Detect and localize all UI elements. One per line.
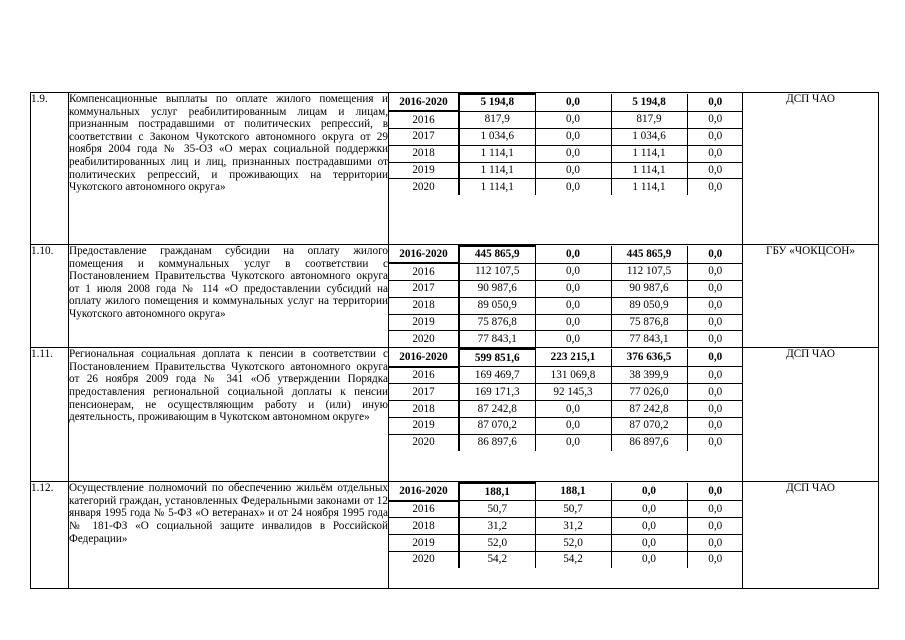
funding-federal-amount: 0,0 — [535, 417, 611, 434]
table-row — [31, 348, 879, 482]
funding-regional-amount: 112 107,5 — [611, 263, 687, 280]
funding-year-row — [389, 401, 743, 418]
funding-total-amount: 169 171,3 — [459, 384, 535, 401]
funding-regional-amount: 86 897,6 — [611, 434, 687, 450]
funding-total-row — [389, 94, 743, 111]
funding-total-amount: 87 242,8 — [459, 401, 535, 418]
funding-year: 2016 — [389, 367, 459, 384]
funding-breakdown-cell — [389, 482, 743, 589]
funding-total-amount: 52,0 — [459, 535, 535, 552]
funding-year-row — [389, 281, 743, 298]
funding-regional-amount: 89 050,9 — [611, 297, 687, 314]
funding-other-amount: 0,0 — [687, 297, 743, 314]
funding-year: 2017 — [389, 281, 459, 298]
funding-federal-amount: 131 069,8 — [535, 367, 611, 384]
funding-year: 2019 — [389, 162, 459, 179]
funding-breakdown-cell — [389, 93, 743, 245]
funding-total-amount: 89 050,9 — [459, 297, 535, 314]
budget-table — [30, 92, 879, 589]
funding-federal-amount: 50,7 — [535, 501, 611, 518]
funding-breakdown — [389, 348, 743, 450]
table-row — [31, 245, 879, 348]
funding-regional-amount: 1 114,1 — [611, 179, 687, 195]
funding-total-amount: 445 865,9 — [459, 246, 535, 263]
funding-federal-amount: 31,2 — [535, 518, 611, 535]
funding-total-amount: 90 987,6 — [459, 281, 535, 298]
funding-year: 2017 — [389, 384, 459, 401]
funding-year-row — [389, 297, 743, 314]
funding-total-amount: 599 851,6 — [459, 349, 535, 366]
funding-regional-amount: 0,0 — [611, 551, 687, 567]
funding-other-amount: 0,0 — [687, 179, 743, 195]
funding-total-amount: 817,9 — [459, 111, 535, 128]
funding-federal-amount: 0,0 — [535, 401, 611, 418]
item-description-cell — [69, 348, 389, 482]
item-description-cell — [69, 482, 389, 589]
funding-total-amount: 1 034,6 — [459, 129, 535, 146]
funding-federal-amount: 0,0 — [535, 331, 611, 347]
funding-year-row — [389, 145, 743, 162]
funding-year: 2017 — [389, 129, 459, 146]
funding-other-amount: 0,0 — [687, 483, 743, 500]
funding-year-row — [389, 179, 743, 195]
funding-federal-amount: 0,0 — [535, 246, 611, 263]
funding-total-amount: 112 107,5 — [459, 263, 535, 280]
funding-total-amount: 1 114,1 — [459, 179, 535, 195]
funding-year-row — [389, 501, 743, 518]
funding-total-row — [389, 246, 743, 263]
funding-year-row — [389, 384, 743, 401]
funding-total-amount: 87 070,2 — [459, 417, 535, 434]
funding-year: 2016-2020 — [389, 349, 459, 366]
funding-federal-amount: 54,2 — [535, 551, 611, 567]
funding-other-amount: 0,0 — [687, 518, 743, 535]
funding-other-amount: 0,0 — [687, 145, 743, 162]
funding-total-amount: 86 897,6 — [459, 434, 535, 450]
funding-year: 2016-2020 — [389, 483, 459, 500]
funding-year: 2019 — [389, 417, 459, 434]
funding-federal-amount: 0,0 — [535, 162, 611, 179]
funding-year-row — [389, 518, 743, 535]
funding-other-amount: 0,0 — [687, 314, 743, 331]
funding-regional-amount: 0,0 — [611, 501, 687, 518]
funding-federal-amount: 0,0 — [535, 434, 611, 450]
funding-total-amount: 75 876,8 — [459, 314, 535, 331]
funding-other-amount: 0,0 — [687, 263, 743, 280]
funding-other-amount: 0,0 — [687, 331, 743, 347]
funding-regional-amount: 1 114,1 — [611, 145, 687, 162]
funding-federal-amount: 0,0 — [535, 281, 611, 298]
budget-table-page — [30, 92, 878, 589]
funding-other-amount: 0,0 — [687, 551, 743, 567]
executor: ГБУ «ЧОКЦСОН» — [743, 245, 879, 348]
funding-other-amount: 0,0 — [687, 417, 743, 434]
funding-year: 2016-2020 — [389, 94, 459, 111]
funding-federal-amount: 0,0 — [535, 263, 611, 280]
funding-other-amount: 0,0 — [687, 281, 743, 298]
funding-total-amount: 1 114,1 — [459, 145, 535, 162]
funding-year-row — [389, 314, 743, 331]
funding-year-row — [389, 434, 743, 450]
funding-regional-amount: 376 636,5 — [611, 349, 687, 366]
item-description: Компенсационные выплаты по оплате жилого помещения и коммунальных услуг реабилитированным лицам и лицам, признанным пострадавшими от политических репрессий, в соответствии с Законом Чукотского автономного округа от 29 ноября 2004 года № 35-ОЗ «О мерах социальной поддержки реабилитированных лиц и лиц, признанных пострадавшими от политических репрессий, и проживающих на территории Чукотского автономного округа» — [69, 93, 388, 194]
funding-total-amount: 77 843,1 — [459, 331, 535, 347]
funding-year: 2018 — [389, 297, 459, 314]
funding-year: 2016 — [389, 111, 459, 128]
table-row — [31, 93, 879, 245]
funding-federal-amount: 0,0 — [535, 314, 611, 331]
funding-other-amount: 0,0 — [687, 501, 743, 518]
funding-regional-amount: 5 194,8 — [611, 94, 687, 111]
funding-regional-amount: 445 865,9 — [611, 246, 687, 263]
funding-regional-amount: 87 070,2 — [611, 417, 687, 434]
funding-regional-amount: 817,9 — [611, 111, 687, 128]
funding-breakdown-cell — [389, 245, 743, 348]
funding-year-row — [389, 367, 743, 384]
funding-regional-amount: 0,0 — [611, 518, 687, 535]
item-number: 1.12. — [31, 482, 69, 589]
executor: ДСП ЧАО — [743, 93, 879, 245]
funding-federal-amount: 0,0 — [535, 179, 611, 195]
item-description: Осуществление полномочий по обеспечению жильём отдельных категорий граждан, установленных Федеральными законами от 12 января 1995 года № 5-ФЗ «О ветеранах» и от 24 ноября 1995 года № 181-ФЗ «О социальной защите инвалидов в Российской Федерации» — [69, 482, 388, 545]
funding-total-row — [389, 483, 743, 500]
executor: ДСП ЧАО — [743, 348, 879, 482]
funding-breakdown-cell — [389, 348, 743, 482]
funding-regional-amount: 1 114,1 — [611, 162, 687, 179]
funding-federal-amount: 0,0 — [535, 297, 611, 314]
item-description-cell — [69, 93, 389, 245]
funding-federal-amount: 52,0 — [535, 535, 611, 552]
funding-other-amount: 0,0 — [687, 111, 743, 128]
funding-year-row — [389, 162, 743, 179]
funding-other-amount: 0,0 — [687, 349, 743, 366]
funding-other-amount: 0,0 — [687, 162, 743, 179]
funding-year-row — [389, 263, 743, 280]
item-description-cell — [69, 245, 389, 348]
funding-year: 2020 — [412, 553, 435, 566]
item-number: 1.11. — [31, 348, 69, 482]
funding-year: 2020 — [412, 180, 435, 193]
funding-total-amount: 188,1 — [459, 483, 535, 500]
funding-regional-amount: 0,0 — [611, 535, 687, 552]
funding-federal-amount: 188,1 — [535, 483, 611, 500]
funding-federal-amount: 92 145,3 — [535, 384, 611, 401]
item-description: Региональная социальная доплата к пенсии в соответствии с Постановлением Правительства Чукотского автономного округа от 26 ноября 2009 года № 341 «Об утверждении Порядка предоставления региональной социальной доплаты к пенсии пенсионерам, не осуществляющим работу и (или) иную деятельность, проживающим в Чукотском автономном округе» — [69, 348, 388, 424]
funding-year: 2019 — [389, 314, 459, 331]
funding-year: 2016-2020 — [389, 246, 459, 263]
funding-year: 2020 — [412, 436, 435, 449]
funding-year-row — [389, 417, 743, 434]
item-number: 1.10. — [31, 245, 69, 348]
funding-other-amount: 0,0 — [687, 94, 743, 111]
funding-breakdown — [389, 93, 743, 195]
funding-year-row — [389, 535, 743, 552]
item-number: 1.9. — [31, 93, 69, 245]
funding-total-amount: 31,2 — [459, 518, 535, 535]
funding-regional-amount: 77 026,0 — [611, 384, 687, 401]
funding-total-amount: 5 194,8 — [459, 94, 535, 111]
funding-total-amount: 1 114,1 — [459, 162, 535, 179]
funding-other-amount: 0,0 — [687, 384, 743, 401]
funding-year: 2016 — [389, 501, 459, 518]
funding-regional-amount: 1 034,6 — [611, 129, 687, 146]
funding-total-amount: 169 469,7 — [459, 367, 535, 384]
funding-federal-amount: 0,0 — [535, 111, 611, 128]
funding-federal-amount: 0,0 — [535, 129, 611, 146]
funding-year: 2018 — [389, 401, 459, 418]
funding-year: 2019 — [389, 535, 459, 552]
funding-other-amount: 0,0 — [687, 367, 743, 384]
funding-year-row — [389, 331, 743, 347]
executor: ДСП ЧАО — [743, 482, 879, 589]
funding-total-amount: 54,2 — [459, 551, 535, 567]
funding-year-row — [389, 129, 743, 146]
funding-regional-amount: 75 876,8 — [611, 314, 687, 331]
funding-regional-amount: 77 843,1 — [611, 331, 687, 347]
funding-federal-amount: 0,0 — [535, 145, 611, 162]
funding-other-amount: 0,0 — [687, 535, 743, 552]
funding-federal-amount: 0,0 — [535, 94, 611, 111]
funding-other-amount: 0,0 — [687, 129, 743, 146]
funding-regional-amount: 0,0 — [611, 483, 687, 500]
funding-breakdown — [389, 482, 743, 567]
funding-federal-amount: 223 215,1 — [535, 349, 611, 366]
funding-year: 2018 — [389, 145, 459, 162]
funding-regional-amount: 90 987,6 — [611, 281, 687, 298]
funding-year-row — [389, 551, 743, 567]
funding-breakdown — [389, 245, 743, 347]
funding-regional-amount: 87 242,8 — [611, 401, 687, 418]
funding-year: 2016 — [389, 263, 459, 280]
funding-total-amount: 50,7 — [459, 501, 535, 518]
funding-year-row — [389, 111, 743, 128]
item-description: Предоставление гражданам субсидии на оплату жилого помещения и коммунальных услуг в соответствии с Постановлением Правительства Чукотского автономного округа от 1 июля 2008 года № 114 «О предоставлении субсидий на оплату жилого помещения и коммунальных услуг на территории Чукотского автономного округа» — [69, 245, 388, 320]
funding-year: 2018 — [389, 518, 459, 535]
funding-other-amount: 0,0 — [687, 246, 743, 263]
table-row — [31, 482, 879, 589]
funding-other-amount: 0,0 — [687, 434, 743, 450]
funding-other-amount: 0,0 — [687, 401, 743, 418]
funding-total-row — [389, 349, 743, 366]
funding-regional-amount: 38 399,9 — [611, 367, 687, 384]
funding-year: 2020 — [412, 332, 435, 345]
